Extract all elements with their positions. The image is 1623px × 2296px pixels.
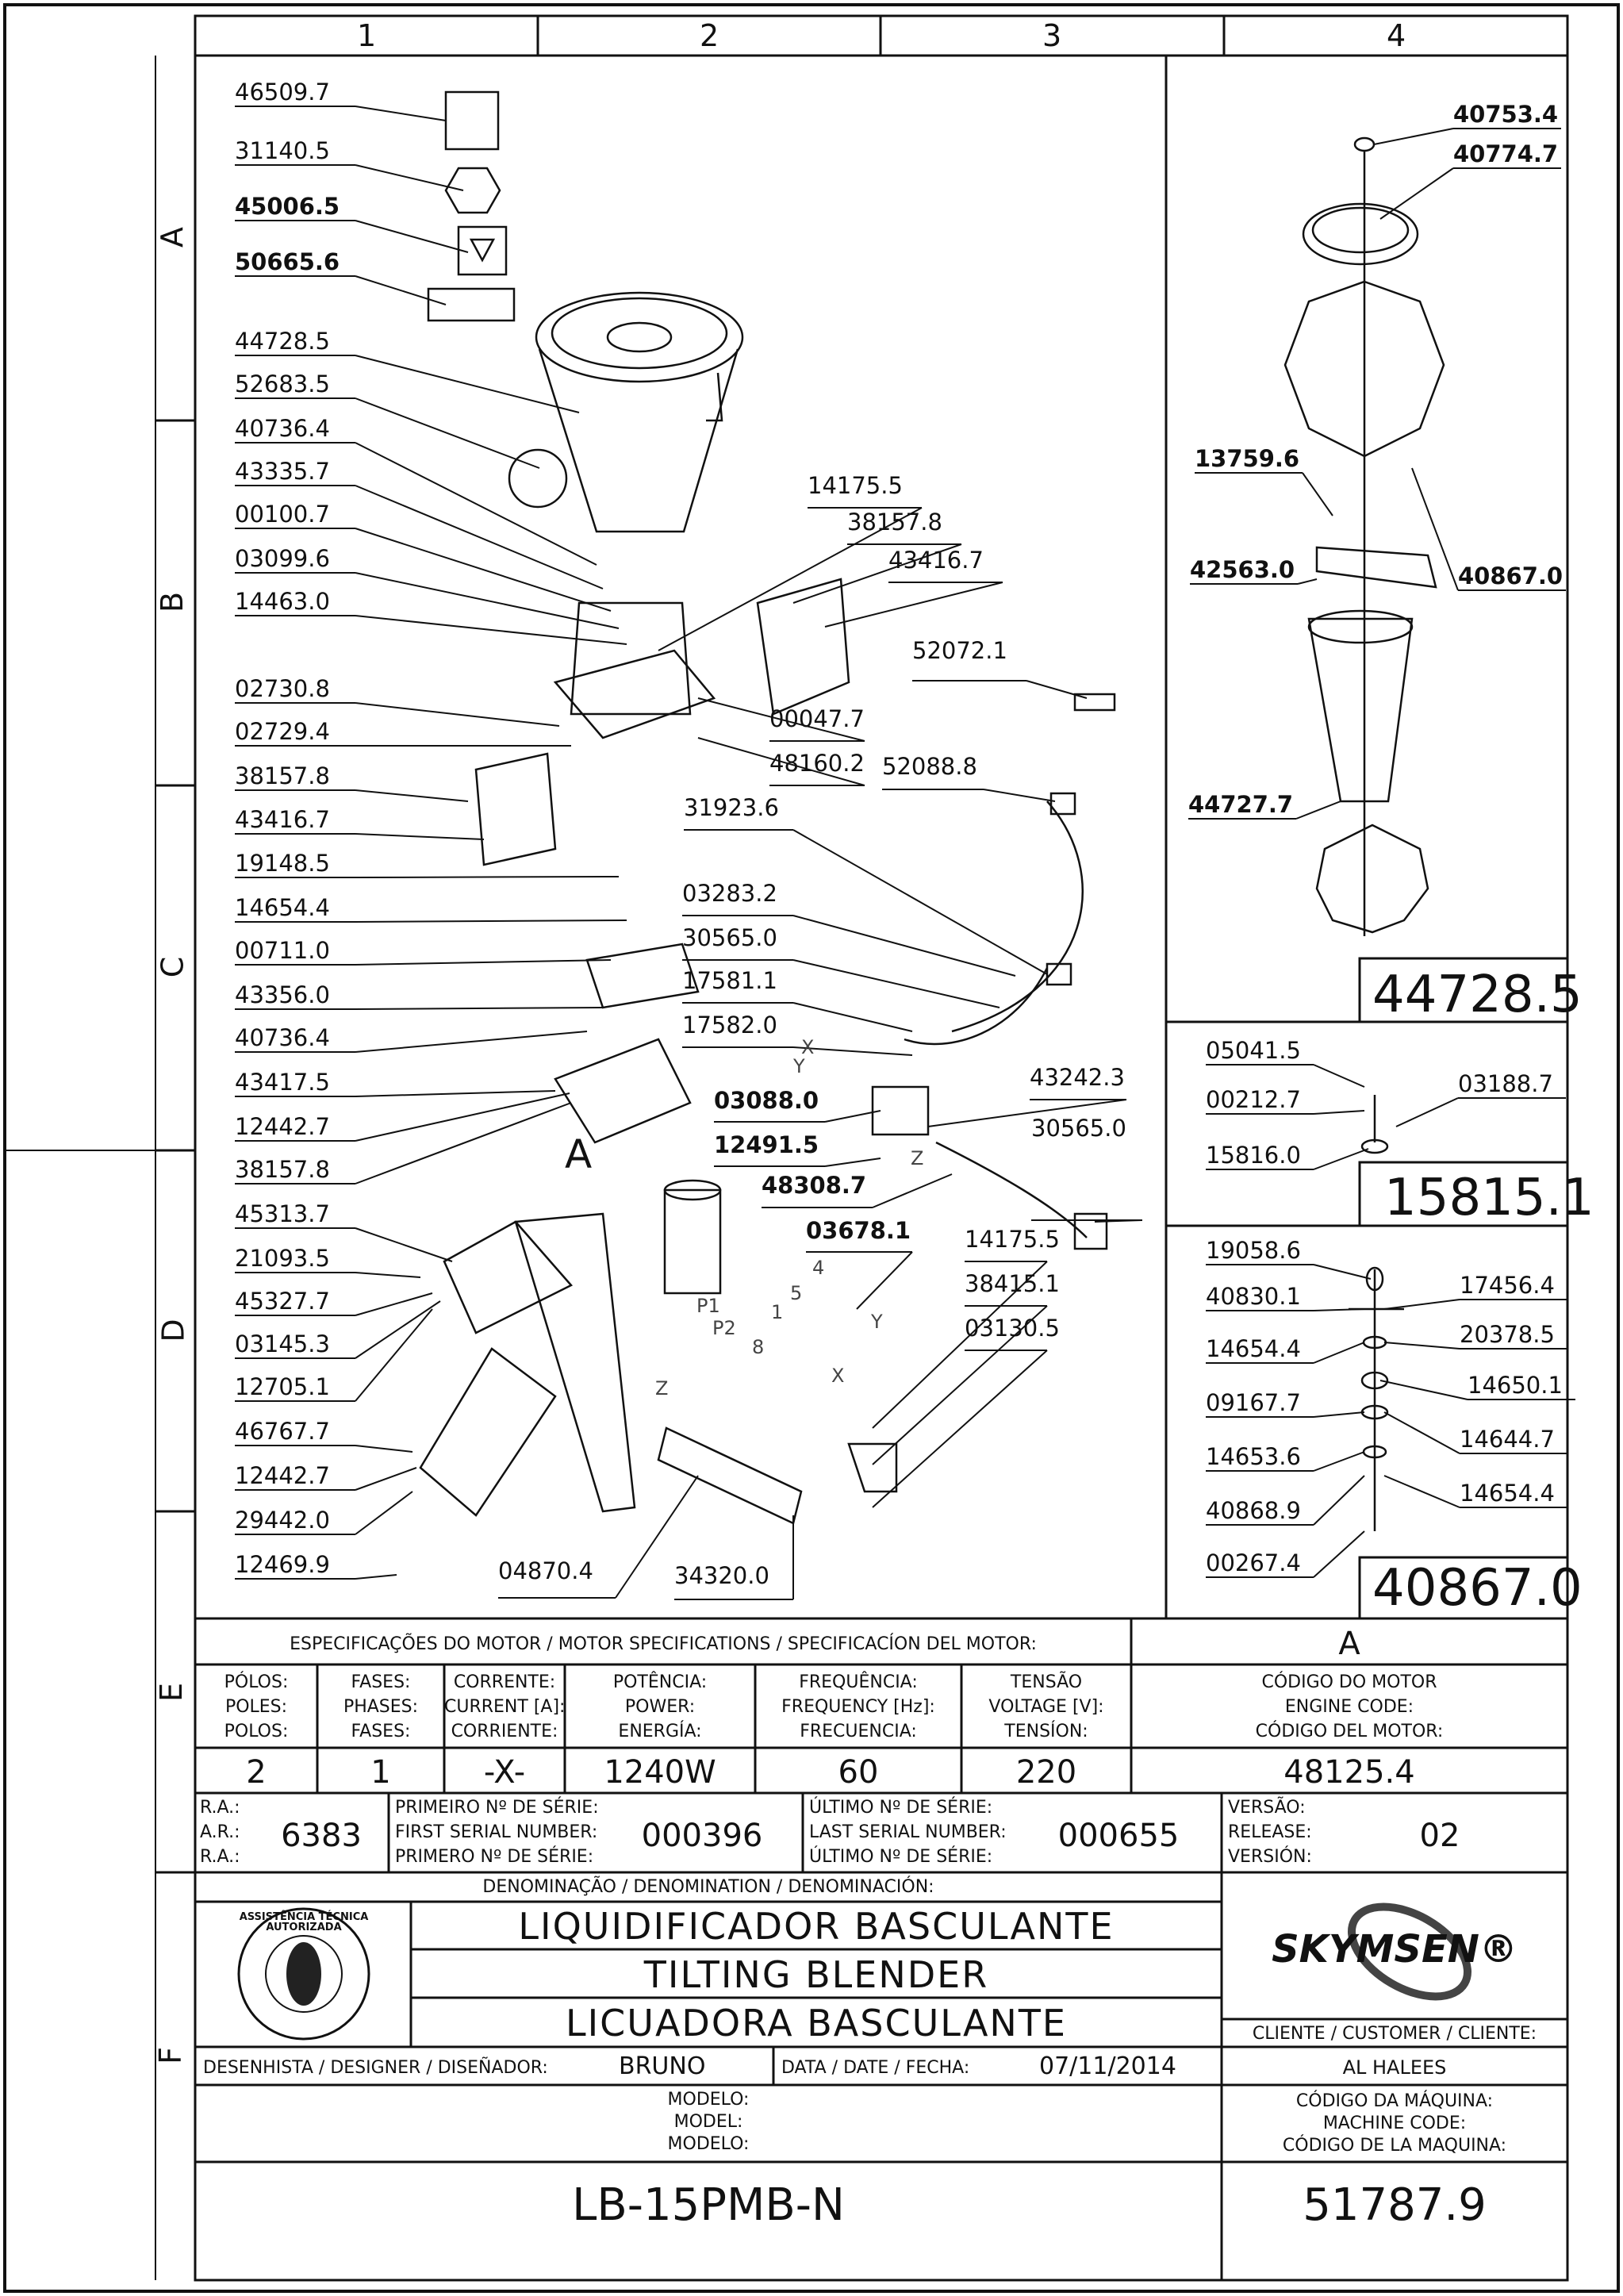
motor-spec-value: 1240W <box>604 1754 716 1791</box>
leader-line <box>1380 1380 1468 1399</box>
part-callout: 29442.0 <box>235 1507 330 1534</box>
motor-spec-value: 48125.4 <box>1283 1754 1415 1791</box>
leader-line <box>873 1350 1047 1507</box>
first-serial-label: PRIMEIRO Nº DE SÉRIE: <box>395 1798 599 1818</box>
leader-line <box>1384 1300 1460 1309</box>
detail-letter: A <box>565 1131 593 1177</box>
leader-line <box>355 1093 570 1141</box>
model-value: LB-15PMB-N <box>572 2179 845 2231</box>
leader-line <box>825 1158 881 1166</box>
leader-line <box>1384 1476 1460 1507</box>
part-callout: 40736.4 <box>235 415 330 442</box>
motor-spec-header: TENSÃO <box>1010 1672 1083 1692</box>
part-callout: 14654.4 <box>1460 1480 1555 1507</box>
model-label-pt: MODELO: <box>667 2090 750 2110</box>
part-callout: 00212.7 <box>1206 1086 1301 1113</box>
motor-spec-header: PHASES: <box>343 1697 419 1717</box>
leader-line <box>355 165 463 190</box>
part-callout: 12442.7 <box>235 1462 330 1489</box>
grid-row-label: A <box>155 227 190 248</box>
grid-row-label: F <box>152 2047 188 2064</box>
part-callout: 50665.6 <box>235 248 340 275</box>
wire-label: 1 <box>771 1301 784 1323</box>
part-callout: 34320.0 <box>674 1562 769 1589</box>
part-callout: 46509.7 <box>235 79 330 106</box>
leader-line <box>1396 1098 1458 1127</box>
leader-line <box>873 1174 952 1208</box>
wire-label: Y <box>793 1055 805 1077</box>
motor-spec-header: VOLTAGE [V]: <box>988 1697 1104 1717</box>
ra-value: 6383 <box>281 1818 362 1854</box>
part-callout: 14653.6 <box>1206 1443 1301 1470</box>
motor-spec-header: CORRENTE: <box>453 1672 556 1692</box>
part-callout: 14175.5 <box>965 1226 1060 1253</box>
version-label: VERSIÓN: <box>1228 1847 1312 1867</box>
part-callout: 19058.6 <box>1206 1237 1301 1264</box>
part-callout: 03678.1 <box>806 1217 911 1244</box>
version-value: 02 <box>1419 1818 1460 1854</box>
part-callout: 03188.7 <box>1458 1070 1553 1097</box>
machine-code-label-en: MACHINE CODE: <box>1322 2114 1467 2133</box>
motor-spec-header: CÓDIGO DO MOTOR <box>1261 1672 1437 1692</box>
leader-line <box>355 1091 555 1096</box>
part-callout: 03283.2 <box>682 880 777 907</box>
wire-label: P2 <box>712 1317 736 1339</box>
motor-spec-header: CURRENT [A]: <box>444 1697 566 1717</box>
subassembly-blade-code: 40867.0 <box>1372 1559 1583 1618</box>
motor-spec-header: POWER: <box>624 1697 696 1717</box>
part-callout: 46767.7 <box>235 1418 330 1445</box>
part-callout: 40753.4 <box>1453 101 1559 128</box>
wire-label: 8 <box>752 1336 765 1358</box>
leader-line <box>355 1492 412 1534</box>
part-callout: 45327.7 <box>235 1288 330 1315</box>
part-callout: 30565.0 <box>1031 1115 1126 1142</box>
leader-line <box>1384 1342 1460 1349</box>
leader-line <box>1314 1309 1364 1311</box>
part-callout: 43242.3 <box>1030 1064 1125 1091</box>
wire-label: 5 <box>790 1282 803 1304</box>
leader-line <box>1298 579 1317 584</box>
part-callout: 43417.5 <box>235 1069 330 1096</box>
last-serial-label: ÚLTIMO Nº DE SÉRIE: <box>809 1847 993 1867</box>
part-callout: 38157.8 <box>847 509 942 536</box>
leader-line <box>984 789 1055 801</box>
motor-spec-header: FASES: <box>351 1722 411 1741</box>
leader-line <box>1296 801 1341 819</box>
part-callout: 44727.7 <box>1188 791 1294 818</box>
model-label-es: MODELO: <box>667 2134 750 2154</box>
grid-column-label: 1 <box>357 18 377 53</box>
part-callout: 48308.7 <box>762 1172 867 1199</box>
part-callout: 43335.7 <box>235 458 330 485</box>
part-callout: 14650.1 <box>1468 1372 1563 1399</box>
part-callout: 00267.4 <box>1206 1549 1301 1576</box>
leader-line <box>1314 1476 1364 1525</box>
leader-line <box>355 834 484 839</box>
leader-line <box>355 355 579 413</box>
part-callout: 40867.0 <box>1458 562 1564 589</box>
leader-line <box>793 960 1000 1008</box>
part-callout: 44728.5 <box>235 328 330 355</box>
motor-spec-header: CORRIENTE: <box>451 1722 558 1741</box>
ra-label: A.R.: <box>200 1822 240 1842</box>
name-es: LICUADORA BASCULANTE <box>565 2002 1067 2045</box>
denomination-label: DENOMINAÇÃO / DENOMINATION / DENOMINACIÓN: <box>482 1877 934 1897</box>
part-callout: 52072.1 <box>912 637 1007 664</box>
part-callout: 04870.4 <box>498 1557 593 1584</box>
last-serial-label: LAST SERIAL NUMBER: <box>809 1822 1007 1842</box>
grid-column-label: 4 <box>1387 18 1406 53</box>
designer-value: BRUNO <box>619 2052 706 2080</box>
part-callout: 12491.5 <box>714 1131 819 1158</box>
leader-line <box>355 1103 571 1184</box>
part-callout: 45313.7 <box>235 1200 330 1227</box>
part-callout: 21093.5 <box>235 1245 330 1272</box>
part-callout: 15816.0 <box>1206 1142 1301 1169</box>
leader-line <box>355 486 603 589</box>
leader-line <box>1314 1452 1364 1471</box>
wire-label: Y <box>871 1311 883 1333</box>
leader-line <box>1380 168 1453 219</box>
designer-label: DESENHISTA / DESIGNER / DISEÑADOR: <box>203 2058 548 2078</box>
ra-label: R.A.: <box>200 1847 240 1867</box>
part-callout: 17456.4 <box>1460 1272 1555 1299</box>
name-en: TILTING BLENDER <box>643 1953 989 1996</box>
leader-line <box>1314 1265 1371 1279</box>
motor-spec-header: FRECUENCIA: <box>800 1722 917 1741</box>
part-callout: 14175.5 <box>808 472 903 499</box>
part-callout: 02729.4 <box>235 718 330 745</box>
grid-row-label: B <box>155 591 190 613</box>
motor-spec-header: FREQUENCY [Hz]: <box>781 1697 935 1717</box>
part-callout: 38157.8 <box>235 1156 330 1183</box>
motor-spec-header: FASES: <box>351 1672 411 1692</box>
wire-label: X <box>831 1365 845 1387</box>
leader-line <box>355 528 611 611</box>
leader-line <box>355 703 559 726</box>
part-callout: 12469.9 <box>235 1551 330 1578</box>
leader-line <box>355 1446 412 1452</box>
motor-spec-value: 60 <box>838 1754 879 1791</box>
leader-line <box>1314 1531 1364 1577</box>
part-callout: 52683.5 <box>235 371 330 397</box>
subassembly-lid-code: 15815.1 <box>1384 1169 1594 1227</box>
leader-line <box>355 1293 432 1315</box>
part-callout: 17581.1 <box>682 967 777 994</box>
leader-line <box>355 790 468 801</box>
part-callout: 12705.1 <box>235 1373 330 1400</box>
part-callout: 45006.5 <box>235 193 340 220</box>
machine-code-label-es: CÓDIGO DE LA MAQUINA: <box>1282 2136 1507 2156</box>
brand-logo: SKYMSEN® <box>1272 1927 1517 1972</box>
leader-line <box>355 960 611 965</box>
leader-line <box>1374 129 1453 144</box>
grid-row-label: C <box>155 956 190 978</box>
leader-line <box>1303 473 1333 516</box>
part-callout: 43416.7 <box>235 806 330 833</box>
motor-spec-header: ENERGÍA: <box>618 1722 702 1741</box>
wire-label: Z <box>655 1377 669 1399</box>
leader-line <box>355 1273 420 1277</box>
part-callout: 00047.7 <box>769 705 865 732</box>
part-callout: 14654.4 <box>1206 1335 1301 1362</box>
leader-line <box>355 221 468 252</box>
date-value: 07/11/2014 <box>1039 2052 1176 2080</box>
last-serial-label: ÚLTIMO Nº DE SÉRIE: <box>809 1798 993 1818</box>
wire-label: 4 <box>812 1257 825 1279</box>
first-serial-label: FIRST SERIAL NUMBER: <box>395 1822 598 1842</box>
part-callout: 40736.4 <box>235 1024 330 1051</box>
subassembly-jar-code: 44728.5 <box>1372 966 1583 1024</box>
part-callout: 14654.4 <box>235 894 330 921</box>
leader-line <box>793 1003 912 1031</box>
leader-line <box>355 398 539 468</box>
part-callout: 30565.0 <box>682 924 777 951</box>
part-callout: 40830.1 <box>1206 1283 1301 1310</box>
motor-spec-header: CÓDIGO DEL MOTOR: <box>1255 1722 1444 1741</box>
motor-spec-header: POLOS: <box>224 1722 289 1741</box>
part-callout: 40868.9 <box>1206 1497 1301 1524</box>
leader-line <box>355 1031 587 1052</box>
part-callout: 13759.6 <box>1195 445 1300 472</box>
ra-label: R.A.: <box>200 1798 240 1818</box>
motor-spec-header: FREQUÊNCIA: <box>799 1672 918 1692</box>
leader-line <box>1412 468 1458 590</box>
customer-value: AL HALEES <box>1342 2056 1447 2079</box>
part-callout: 14463.0 <box>235 588 330 615</box>
grid-row-label: E <box>154 1682 190 1703</box>
part-callout: 03099.6 <box>235 545 330 572</box>
part-callout: 00100.7 <box>235 501 330 528</box>
leader-line <box>1314 1342 1364 1363</box>
leader-line <box>793 830 1047 974</box>
part-callout: 43416.7 <box>888 547 984 574</box>
first-serial-label: PRIMERO Nº DE SÉRIE: <box>395 1847 594 1867</box>
first-serial-value: 000396 <box>641 1818 763 1854</box>
motor-spec-value: 2 <box>246 1754 267 1791</box>
leader-line <box>825 582 1003 627</box>
leader-line <box>1026 681 1087 698</box>
motor-spec-detail-ref: A <box>1338 1626 1360 1662</box>
leader-line <box>355 1468 416 1490</box>
part-callout: 05041.5 <box>1206 1037 1301 1064</box>
part-callout: 20378.5 <box>1460 1321 1555 1348</box>
wire-label: X <box>801 1036 815 1058</box>
part-callout: 38157.8 <box>235 762 330 789</box>
leader-line <box>1314 1111 1364 1114</box>
part-callout: 00711.0 <box>235 937 330 964</box>
name-pt: LIQUIDIFICADOR BASCULANTE <box>518 1905 1115 1948</box>
wire-label: P1 <box>696 1295 720 1317</box>
part-callout: 31923.6 <box>684 794 779 821</box>
part-callout: 19148.5 <box>235 850 330 877</box>
leader-line <box>355 1309 432 1401</box>
part-callout: 02730.8 <box>235 675 330 702</box>
part-callout: 43356.0 <box>235 981 330 1008</box>
part-callout: 31140.5 <box>235 137 330 164</box>
motor-spec-value: -X- <box>483 1754 526 1791</box>
leader-line <box>355 1575 397 1579</box>
motor-spec-header: TENSÍON: <box>1004 1722 1088 1741</box>
motor-spec-header: PÓLOS: <box>224 1672 289 1692</box>
motor-spec-value: 220 <box>1015 1754 1077 1791</box>
version-label: VERSÃO: <box>1228 1798 1306 1818</box>
part-callout: 48160.2 <box>769 750 865 777</box>
motor-spec-title: ESPECIFICAÇÕES DO MOTOR / MOTOR SPECIFICATIONS / SPECIFICACÍON DEL MOTOR: <box>290 1634 1037 1654</box>
motor-spec-value: 1 <box>370 1754 391 1791</box>
motor-spec-header: ENGINE CODE: <box>1284 1697 1414 1717</box>
leader-line <box>1314 1065 1364 1087</box>
leader-line <box>355 1008 603 1009</box>
leader-line <box>1314 1412 1364 1417</box>
grid-column-label: 3 <box>1042 18 1062 53</box>
seal-text: ASSISTÊNCIA TÉCNICA AUTORIZADA <box>239 1911 369 1933</box>
part-callout: 17582.0 <box>682 1012 777 1039</box>
part-callout: 40774.7 <box>1453 140 1559 167</box>
part-callout: 38415.1 <box>965 1270 1060 1297</box>
wire-label: Z <box>911 1147 924 1169</box>
last-serial-value: 000655 <box>1057 1818 1180 1854</box>
model-label-en: MODEL: <box>673 2112 743 2132</box>
part-callout: 42563.0 <box>1190 556 1295 583</box>
part-callout: 52088.8 <box>882 753 977 780</box>
date-label: DATA / DATE / FECHA: <box>781 2058 970 2078</box>
leader-line <box>355 1228 452 1261</box>
part-callout: 09167.7 <box>1206 1389 1301 1416</box>
leader-line <box>355 106 446 121</box>
version-label: RELEASE: <box>1228 1822 1312 1842</box>
part-callout: 12442.7 <box>235 1113 330 1140</box>
part-callout: 14644.7 <box>1460 1426 1555 1453</box>
motor-spec-header: POTÊNCIA: <box>612 1672 708 1692</box>
part-callout: 03130.5 <box>965 1315 1060 1342</box>
leader-line <box>355 276 446 305</box>
motor-spec-header: POLES: <box>224 1697 288 1717</box>
leader-line <box>355 920 627 922</box>
leader-line <box>355 616 627 644</box>
grid-column-label: 2 <box>700 18 719 53</box>
machine-code-label-pt: CÓDIGO DA MÁQUINA: <box>1295 2091 1494 2111</box>
leader-line <box>793 916 1015 976</box>
part-callout: 03145.3 <box>235 1330 330 1357</box>
customer-label: CLIENTE / CUSTOMER / CLIENTE: <box>1252 2024 1537 2044</box>
leader-line <box>857 1252 912 1309</box>
part-callout: 03088.0 <box>714 1087 819 1114</box>
grid-row-label: D <box>155 1319 191 1342</box>
leader-line <box>1384 1412 1460 1453</box>
machine-code-value: 51787.9 <box>1303 2179 1487 2231</box>
